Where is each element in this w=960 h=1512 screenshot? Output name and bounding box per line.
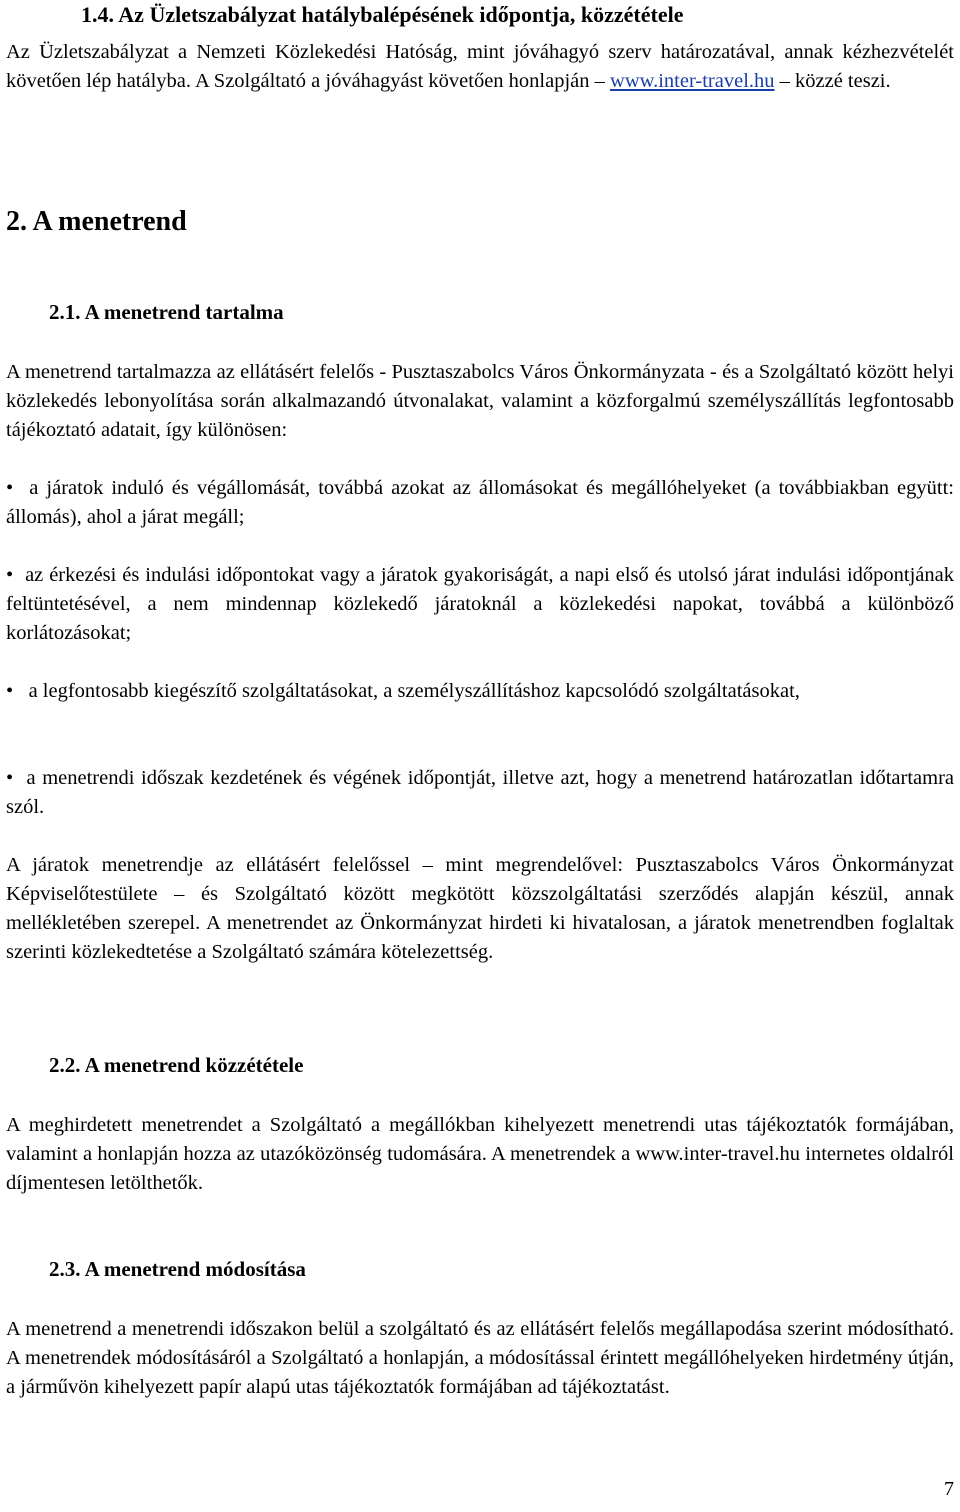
bullet-item (6, 764, 954, 822)
bullet-item (6, 474, 954, 532)
bullet-text: a menetrendi időszak kezdetének és végének időpontját, illetve azt, hogy a menetrend határozatlan időtartamra szól. (6, 767, 954, 818)
section-1-4-heading: 1.4. Az Üzletszabályzat hatálybalépésének időpontja, közzététele (81, 2, 684, 27)
bullet-text: az érkezési és indulási időpontokat vagy a járatok gyakoriságát, a napi első és utolsó járat indulási időpontjának feltüntetésével, a nem mindennap közlekedő járatoknál a közlekedési napokat, továbbá a különböző korlátozásokat; (6, 564, 954, 644)
bullet-symbol: • (6, 564, 14, 586)
bullet-text: a legfontosabb kiegészítő szolgáltatásokat, a személyszállításhoz kapcsolódó szolgáltatásokat, (28, 680, 800, 702)
section-2-1-intro: A menetrend tartalmazza az ellátásért felelős - Pusztaszabolcs Város Önkormányzata - és a Szolgáltató között helyi közlekedés lebonyolítása során alkalmazandó útvonalakat, valamint a közforgalmú személyszállítás legfontosabb tájékoztató adatait, így különösen: (6, 361, 954, 441)
bullet-item (6, 561, 954, 648)
section-1-4-paragraph (6, 38, 954, 96)
section-2-3-heading: 2.3. A menetrend módosítása (49, 1257, 306, 1281)
bullet-item (6, 677, 954, 706)
website-link[interactable]: www.inter-travel.hu (610, 70, 775, 92)
bullet-text: a járatok induló és végállomását, továbbá azokat az állomásokat és megállóhelyeket (a továbbiakban együtt: állomás), ahol a járat megáll; (6, 477, 954, 528)
section-1-4-text-after-link: – közzé teszi. (774, 70, 891, 92)
page-number: 7 (944, 1478, 954, 1500)
bullet-symbol: • (6, 477, 14, 499)
section-2-2-body: A meghirdetett menetrendet a Szolgáltató a megállókban kihelyezett menetrendi utas tájékoztatók formájában, valamint a honlapján hozza az utazóközönség tudomására. A menetrendek a www.inter-travel.hu internetes oldalról díjmentesen letölthetők. (6, 1114, 954, 1194)
section-2-3-body: A menetrend a menetrendi időszakon belül a szolgáltató és az ellátásért felelős megállapodása szerint módosítható. A menetrendek módosításáról a Szolgáltató a honlapján, a módosítással érintett megállóhelyeken hirdetmény útján, a járművön kihelyezett papír alapú utas tájékoztatók formájában ad tájékoztatást. (6, 1318, 954, 1398)
section-2-1-heading: 2.1. A menetrend tartalma (49, 300, 284, 324)
bullet-symbol: • (6, 767, 14, 789)
chapter-2-heading: 2. A menetrend (6, 206, 187, 237)
section-2-1-closing: A járatok menetrendje az ellátásért felelőssel – mint megrendelővel: Pusztaszabolcs Város Önkormányzat Képviselőtestülete – és Szolgáltató között megkötött közszolgáltatási szerződés alapján készül, annak mellékletében szerepel. A menetrendet az Önkormányzat hirdeti ki hivatalosan, a járatok menetrendben foglaltak szerinti közlekedtetése a Szolgáltató számára kötelezettség. (6, 854, 954, 963)
section-2-2-heading: 2.2. A menetrend közzététele (49, 1053, 304, 1077)
bullet-symbol: • (6, 680, 14, 702)
section-1-4-text-before-link: Az Üzletszabályzat a Nemzeti Közlekedési Hatóság, mint jóváhagyó szerv határozatával, annak kézhezvételét követően lép hatályba. A Szolgáltató a jóváhagyást követően honlapján – (6, 41, 954, 92)
